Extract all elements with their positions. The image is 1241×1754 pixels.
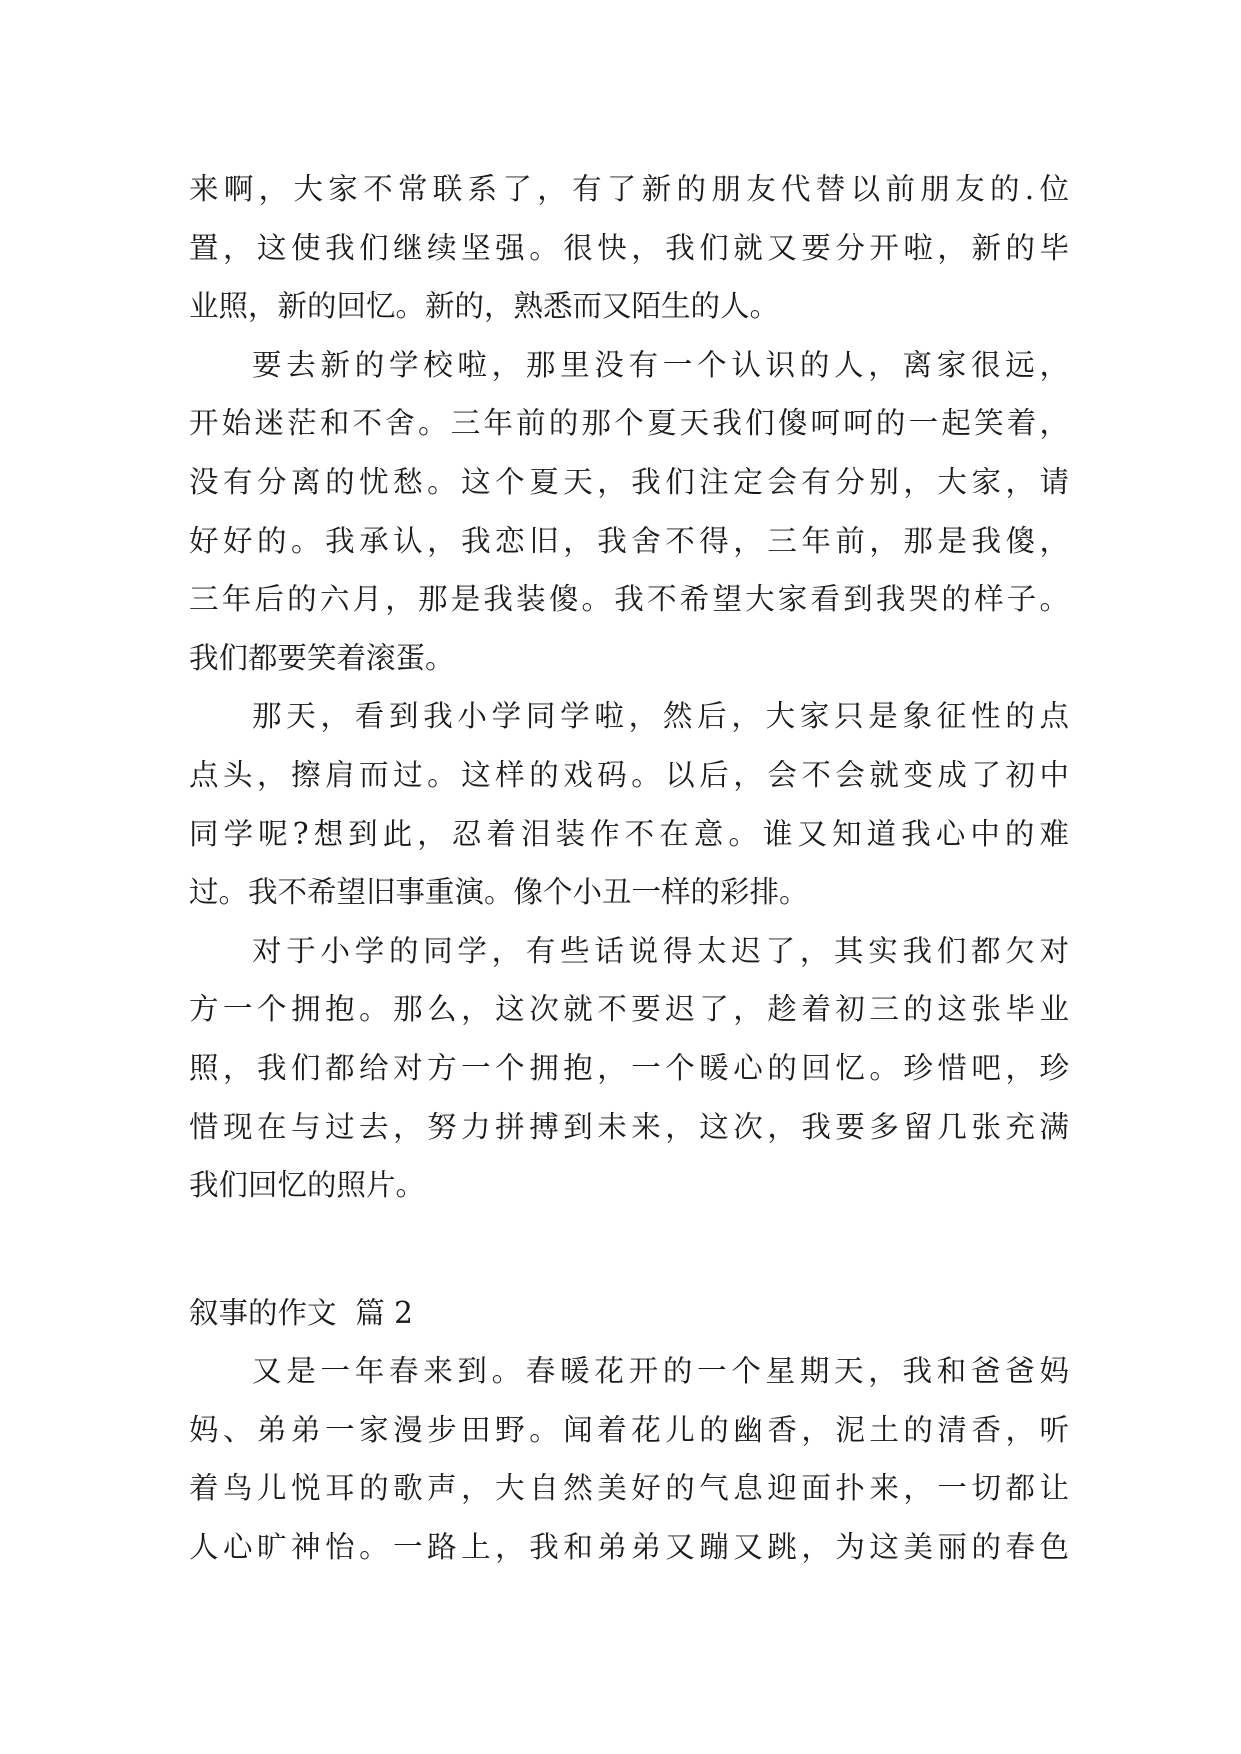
text-line: 人心旷神怡。一路上，我和弟弟又蹦又跳，为这美丽的春色 (189, 1530, 1069, 1565)
text-line: 业照，新的回忆。新的，熟悉而又陌生的人。 (189, 289, 780, 324)
paragraph (189, 687, 1069, 921)
text-line: 妈、弟弟一家漫步田野。闻着花儿的幽香，泥土的清香，听 (189, 1412, 1069, 1447)
text-line: 我们都要笑着滚蛋。 (189, 640, 455, 675)
text-line: 着鸟儿悦耳的歌声，大自然美好的气息迎面扑来，一切都让 (189, 1471, 1069, 1506)
text-line: 三年后的六月，那是我装傻。我不希望大家看到我哭的样子。 (189, 582, 1069, 617)
text-line: 惜现在与过去，努力拼搏到未来，这次，我要多留几张充满 (189, 1109, 1069, 1144)
section-heading: 叙事的作文 篇 2 (189, 1295, 413, 1330)
paragraph (189, 336, 1069, 688)
text-line: 来啊，大家不常联系了，有了新的朋友代替以前朋友的.位 (189, 172, 1069, 206)
text-line: 方一个拥抱。那么，这次就不要迟了，趁着初三的这张毕业 (189, 992, 1069, 1027)
paragraph (189, 160, 1069, 336)
paragraph (189, 1342, 1069, 1576)
paragraph (189, 922, 1069, 1215)
text-line: 同学呢?想到此，忍着泪装作不在意。谁又知道我心中的难 (189, 816, 1069, 851)
text-line: 又是一年春来到。春暖花开的一个星期天，我和爸爸妈 (252, 1354, 1069, 1389)
text-line: 我们回忆的照片。 (189, 1168, 426, 1203)
document-body (189, 160, 1069, 1577)
text-line: 没有分离的忧愁。这个夏天，我们注定会有分别，大家，请 (189, 464, 1069, 499)
text-line: 要去新的学校啦，那里没有一个认识的人，离家很远， (252, 347, 1069, 382)
text-line: 好好的。我承认，我恋旧，我舍不得，三年前，那是我傻， (189, 523, 1069, 558)
section-spacer (189, 1215, 1069, 1284)
text-line: 开始迷茫和不舍。三年前的那个夏天我们傻呵呵的一起笑着， (189, 406, 1069, 441)
text-line: 那天，看到我小学同学啦，然后，大家只是象征性的点 (252, 699, 1069, 734)
text-line: 照，我们都给对方一个拥抱，一个暖心的回忆。珍惜吧，珍 (189, 1050, 1069, 1085)
text-line: 点头，擦肩而过。这样的戏码。以后，会不会就变成了初中 (189, 757, 1069, 792)
text-line: 过。我不希望旧事重演。像个小丑一样的彩排。 (189, 875, 809, 910)
text-line: 对于小学的同学，有些话说得太迟了，其实我们都欠对 (252, 933, 1069, 968)
text-line: 置，这使我们继续坚强。很快，我们就又要分开啦，新的毕 (189, 230, 1069, 265)
